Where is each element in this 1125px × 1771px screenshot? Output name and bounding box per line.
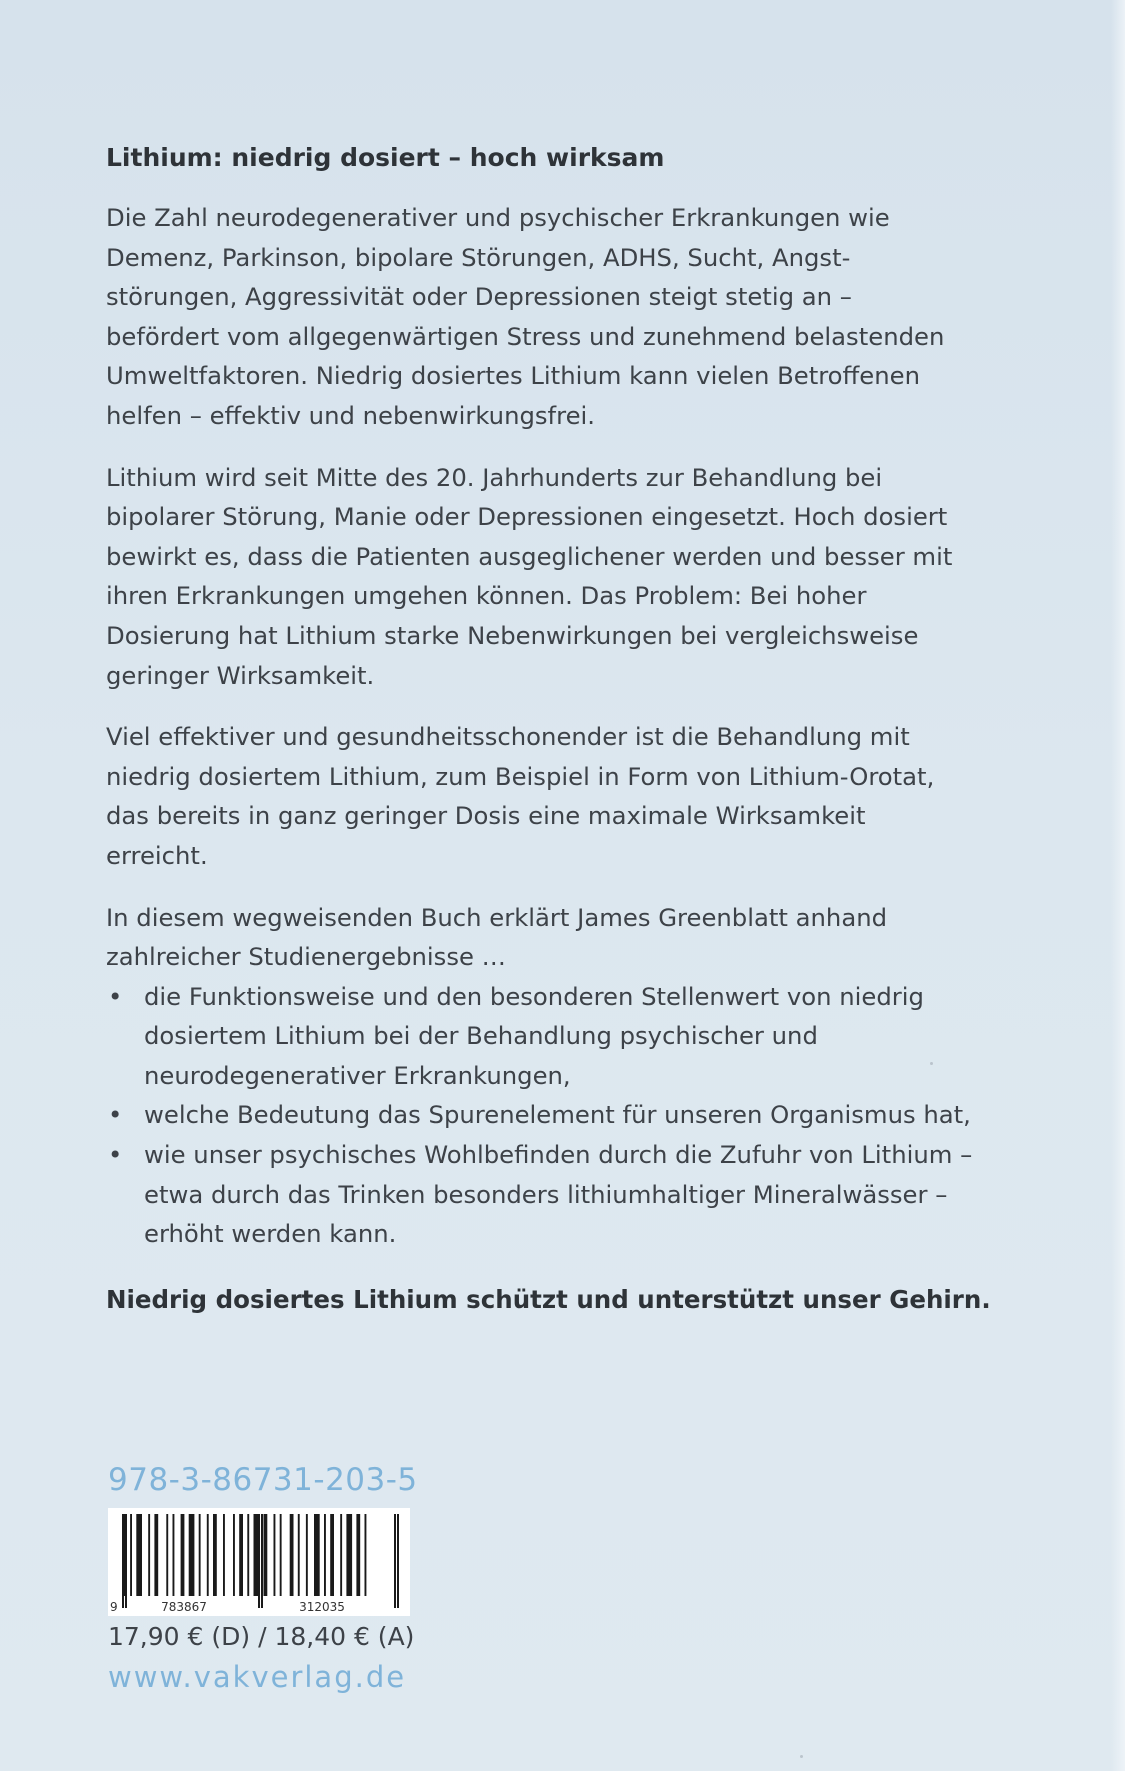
paragraph-line: erreicht. — [106, 840, 208, 870]
barcode-bar — [290, 1514, 294, 1596]
paper-speck — [800, 1755, 803, 1758]
paragraph-line: Lithium wird seit Mitte des 20. Jahrhunderts zur Behandlung bei — [106, 462, 883, 492]
paragraph-line: Dosierung hat Lithium starke Nebenwirkungen bei vergleichsweise — [106, 620, 919, 650]
paragraph-line: In diesem wegweisenden Buch erklärt James Greenblatt anhand — [106, 902, 888, 932]
bullet-item — [106, 1135, 1026, 1254]
barcode-guard-bar — [261, 1514, 263, 1608]
barcode-guard-bar — [397, 1514, 399, 1608]
barcode-graphic — [108, 1508, 410, 1616]
barcode-digits-left: 783867 — [161, 1600, 207, 1614]
bullet-line: dosiertem Lithium bei der Behandlung psychischer und — [144, 1021, 818, 1051]
barcode-bar — [306, 1514, 308, 1596]
paragraph-line: störungen, Aggressivität oder Depressionen steigt stetig an – — [106, 282, 852, 312]
barcode-bar — [330, 1514, 334, 1596]
paragraph-line: niedrig dosiertem Lithium, zum Beispiel in Form von Lithium-Orotat, — [106, 761, 935, 791]
paragraph-line: Umweltfaktoren. Niedrig dosiertes Lithium kann vielen Betroffenen — [106, 361, 920, 391]
bullet-icon: • — [108, 1100, 123, 1130]
barcode-bar — [213, 1514, 217, 1596]
bullet-line: neurodegenerativer Erkrankungen, — [144, 1060, 571, 1090]
bullet-icon: • — [108, 981, 123, 1011]
barcode-bar — [365, 1514, 367, 1596]
barcode-bar — [223, 1514, 225, 1596]
barcode-bar — [239, 1514, 243, 1596]
barcode-digit-first: 9 — [110, 1600, 118, 1614]
barcode-bar — [173, 1514, 175, 1596]
barcode-bar — [148, 1514, 150, 1596]
headline: Lithium: niedrig dosiert – hoch wirksam — [106, 143, 665, 172]
barcode-bar — [207, 1514, 209, 1596]
barcode-bar — [346, 1514, 352, 1596]
barcode-bar — [199, 1514, 201, 1596]
barcode-bar — [166, 1514, 168, 1596]
blurb-text — [106, 140, 1026, 1318]
cover-edge-highlight — [1111, 0, 1125, 1771]
barcode-guard-bar — [125, 1514, 127, 1608]
paragraph-line: zahlreicher Studienergebnisse … — [106, 942, 506, 972]
barcode-guard-bar — [258, 1514, 260, 1608]
paragraph-line: das bereits in ganz geringer Dosis eine maximale Wirksamkeit — [106, 801, 866, 831]
barcode-bar — [189, 1514, 195, 1596]
bullet-icon: • — [108, 1140, 123, 1170]
barcode-bar — [314, 1514, 320, 1596]
barcode-bar — [130, 1514, 132, 1596]
bullet-item — [106, 977, 1026, 1096]
paragraph-3 — [106, 717, 1026, 875]
paragraph-line: Demenz, Parkinson, bipolare Störungen, ADHS, Sucht, Angst- — [106, 242, 851, 272]
barcode-bar — [324, 1514, 326, 1596]
paragraph-4 — [106, 898, 1026, 977]
bullet-line: erhöht werden kann. — [144, 1219, 397, 1249]
barcode-guard-bar — [394, 1514, 396, 1608]
bullet-line: wie unser psychisches Wohlbefinden durch die Zufuhr von Lithium – — [144, 1140, 973, 1170]
publisher-website: www.vakverlag.de — [108, 1660, 407, 1694]
paragraph-line: geringer Wirksamkeit. — [106, 660, 375, 690]
closing-statement: Niedrig dosiertes Lithium schützt und unterstützt unser Gehirn. — [106, 1284, 991, 1314]
barcode-digits-right: 312035 — [299, 1600, 345, 1614]
bullet-line: die Funktionsweise und den besonderen Stellenwert von niedrig — [144, 981, 924, 1011]
price-label: 17,90 € (D) / 18,40 € (A) — [108, 1622, 415, 1651]
paragraph-line: befördert vom allgegenwärtigen Stress und zunehmend belastenden — [106, 321, 945, 351]
barcode-bar — [274, 1514, 276, 1596]
bullet-line: welche Bedeutung das Spurenelement für unseren Organismus hat, — [144, 1100, 971, 1130]
bullet-line: etwa durch das Trinken besonders lithiumhaltiger Mineralwässer – — [144, 1179, 948, 1209]
isbn-number: 978-3-86731-203-5 — [108, 1462, 418, 1498]
barcode-bar — [247, 1514, 249, 1596]
barcode-bar — [233, 1514, 235, 1596]
barcode-bar — [181, 1514, 185, 1596]
paragraph-1 — [106, 198, 1026, 436]
barcode-bar — [154, 1514, 158, 1596]
paragraph-2 — [106, 458, 1026, 696]
paragraph-line: bipolarer Störung, Manie oder Depressionen eingesetzt. Hoch dosiert — [106, 502, 948, 532]
barcode-bar — [264, 1514, 268, 1596]
bullet-list — [106, 977, 1026, 1254]
barcode-bar — [136, 1514, 142, 1596]
barcode-bars — [122, 1514, 399, 1608]
paragraph-line: Viel effektiver und gesundheitsschonender ist die Behandlung mit — [106, 722, 910, 752]
paragraph-line: Die Zahl neurodegenerativer und psychischer Erkrankungen wie — [106, 203, 890, 232]
paragraph-line: bewirkt es, dass die Patienten ausgeglichener werden und besser mit — [106, 541, 953, 571]
barcode-bar — [356, 1514, 360, 1596]
barcode-guard-bar — [122, 1514, 124, 1608]
paragraph-line: helfen – effektiv und nebenwirkungsfrei. — [106, 400, 595, 430]
barcode-bar — [340, 1514, 342, 1596]
barcode — [108, 1508, 410, 1616]
barcode-bar — [298, 1514, 300, 1596]
paragraph-line: ihren Erkrankungen umgehen können. Das Problem: Bei hoher — [106, 581, 867, 611]
bullet-item — [106, 1095, 1026, 1135]
barcode-bar — [280, 1514, 282, 1596]
